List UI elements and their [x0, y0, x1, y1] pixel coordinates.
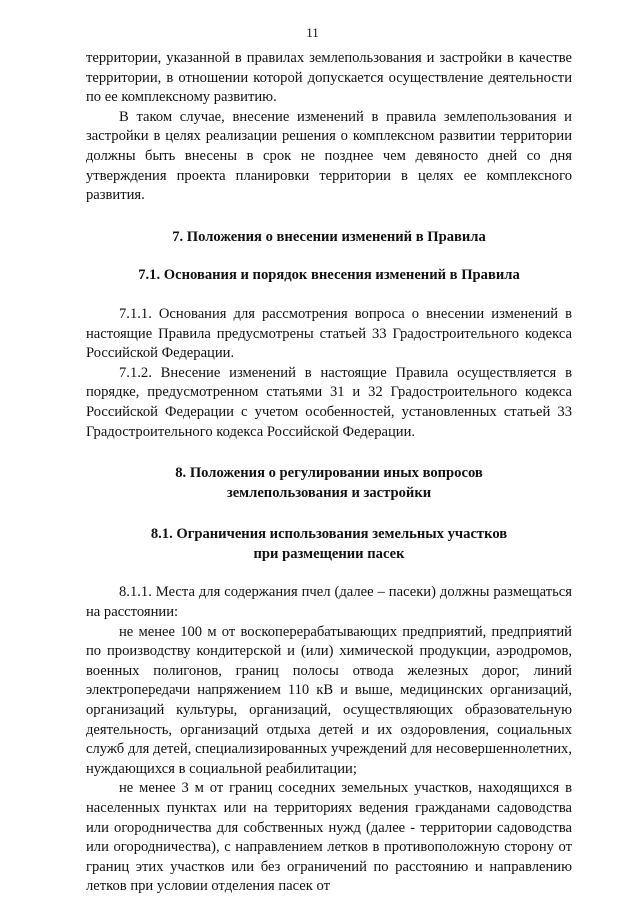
paragraph-8-1-1-distance-3m: не менее 3 м от границ соседних земельных участков, находящихся в населенных пунктах или на территориях ведения гражданами садоводства или огородничества для собственных нужд (далее - территории садоводства или огородничества), с направлением летков в противоположную сторону от границ этих участков или без ограничений по расстоянию и направлению летков при условии отделения пасек от	[86, 780, 572, 895]
section-8-1-heading-line1: 8.1. Ограничения использования земельных участков	[150, 526, 508, 543]
paragraph-7-1-2: 7.1.2. Внесение изменений в настоящие Правила осуществляется в порядке, предусмотренном статьями 31 и 32 Градостроительного кодекса Российской Федерации с учетом особенностей, установленных статьей 33 Градостроительного кодекса Российской Федерации.	[86, 364, 572, 440]
paragraph-continuation: территории, указанной в правилах землепользования и застройки в качестве территории, в отношении которой допускается осуществление деятельности по ее комплексному развитию.	[86, 50, 572, 106]
section-8-heading-line2: землепользования и застройки	[226, 484, 432, 501]
section-7-1-heading: 7.1. Основания и порядок внесения изменений в Правила	[138, 267, 520, 284]
paragraph-7-1-1: 7.1.1. Основания для рассмотрения вопроса о внесении изменений в настоящие Правила предусмотрены статьей 33 Градостроительного кодекса Российской Федерации.	[86, 305, 572, 362]
section-8-heading-line1: 8. Положения о регулировании иных вопросов	[175, 465, 483, 482]
section-8-1-heading-line2: при размещении пасек	[253, 545, 405, 562]
section-8-heading	[86, 464, 572, 503]
page-number: 11	[306, 25, 319, 40]
paragraph-8-1-1: 8.1.1. Места для содержания пчел (далее – пасеки) должны размещаться на расстоянии:	[86, 584, 572, 621]
section-8-1-heading	[86, 525, 572, 564]
paragraph-8-1-1-distance-100m: не менее 100 м от воскоперерабатывающих предприятий, предприятий по производству кондитерской и (или) химической продукции, аэродромов, военных полигонов, границ полосы отвода железных дорог, линий электропередачи напряжением 110 кВ и выше, медицинских организаций, организаций культуры, организаций, осуществляющих образовательную деятельность, организаций отдыха детей и их оздоровления, социальных служб для детей, специализированных учреждений для несовершеннолетних, нуждающихся в социальной реабилитации;	[86, 623, 572, 777]
document-body	[86, 49, 572, 897]
paragraph-amendment-deadline: В таком случае, внесение изменений в правила землепользования и застройки в целях реализации решения о комплексном развитии территории должны быть внесены в срок не позднее чем девяносто дней со дня утверждения проекта планировки территории в целях ее комплексного развития.	[86, 108, 572, 204]
section-7-heading: 7. Положения о внесении изменений в Правила	[172, 228, 486, 245]
